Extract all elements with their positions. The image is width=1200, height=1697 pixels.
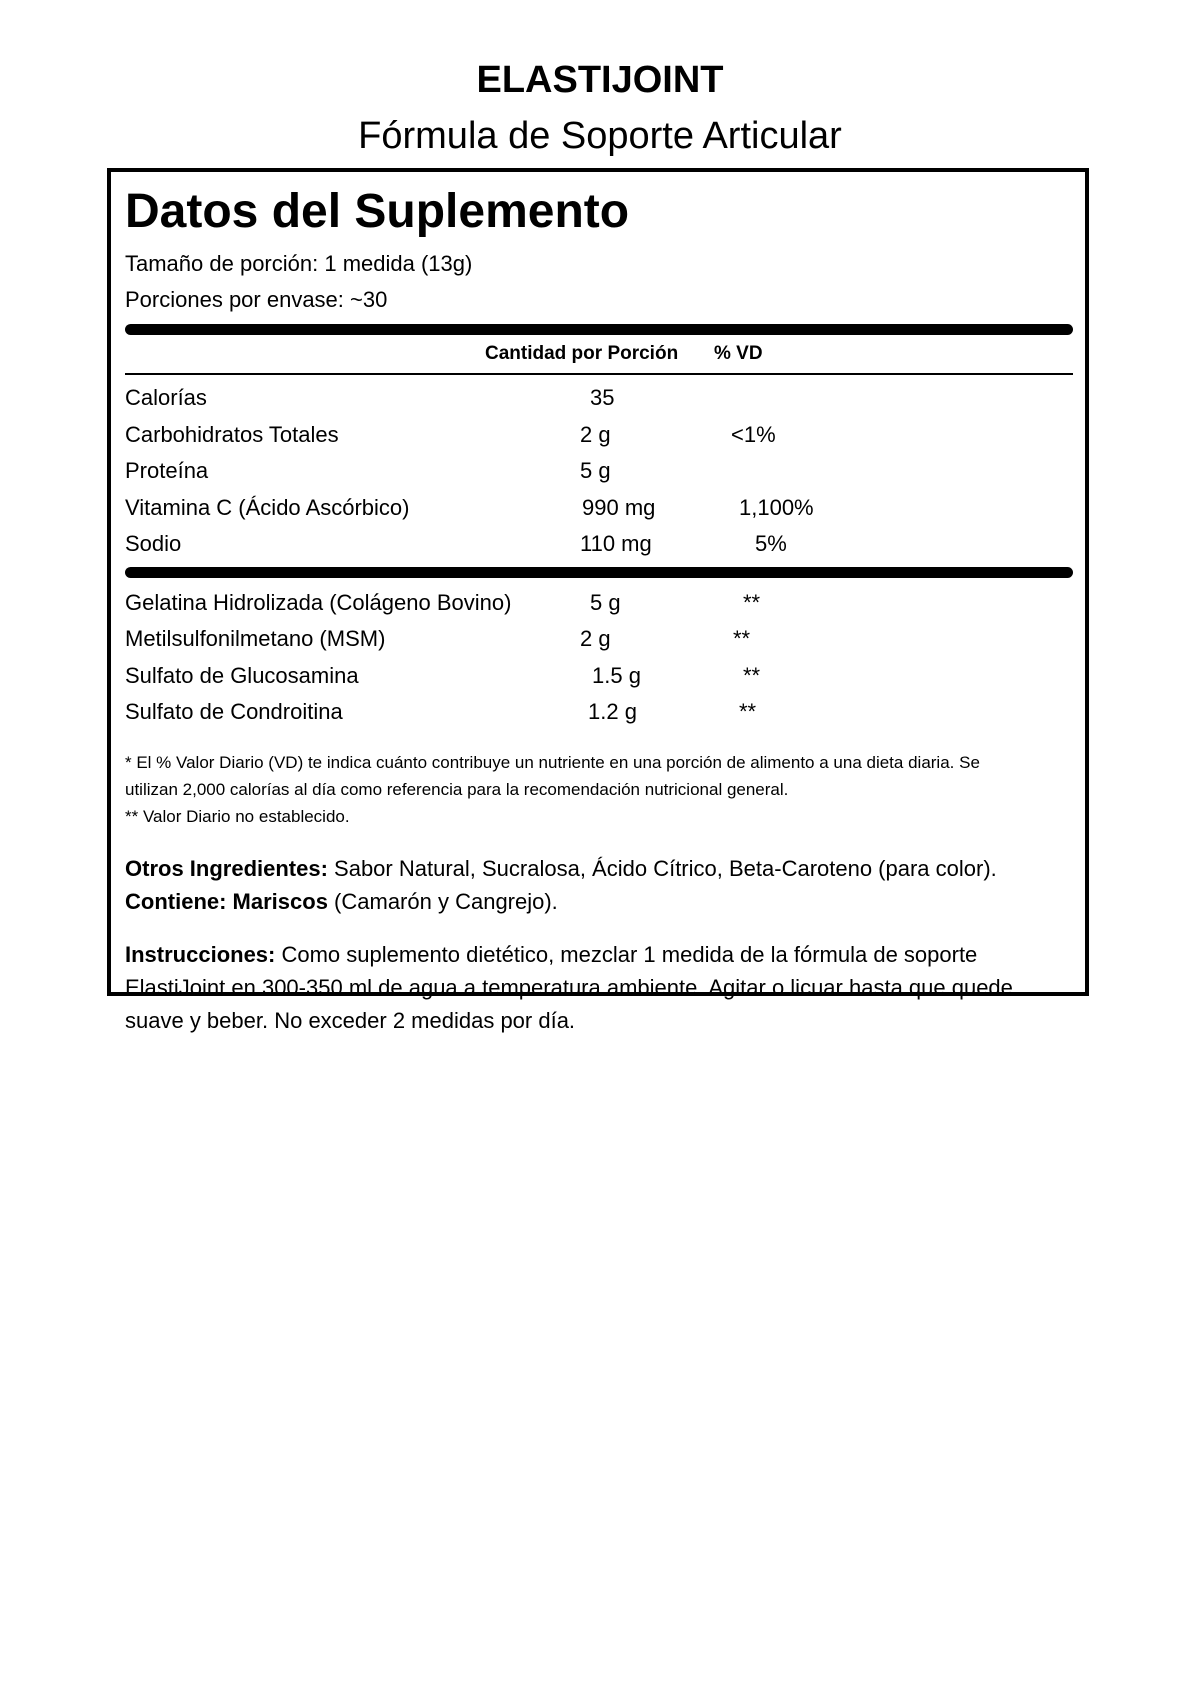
nutrient-name: Calorías bbox=[125, 385, 207, 410]
table-row bbox=[125, 583, 1073, 620]
panel-title: Datos del Suplemento bbox=[125, 185, 630, 238]
table-row bbox=[125, 656, 1073, 693]
instructions-text: Como suplemento dietético, mezclar 1 medida de la fórmula de soporte bbox=[275, 941, 978, 967]
other-ingredients-text: Sabor Natural, Sucralosa, Ácido Cítrico, Beta-Caroteno (para color). bbox=[327, 855, 997, 881]
table-row bbox=[125, 619, 1073, 656]
dv-footnote-line: utilizan 2,000 calorías al día como referencia para la recomendación nutricional general. bbox=[125, 779, 789, 799]
instructions-line: ElastiJoint en 300-350 ml de agua a temperatura ambiente. Agitar o licuar hasta que quede bbox=[125, 974, 1013, 1000]
ingredients-section bbox=[125, 852, 1073, 918]
nutrient-amount: 2 g bbox=[580, 626, 611, 651]
nutrient-dv: ** bbox=[743, 589, 761, 615]
servings-per-container: Porciones por envase: ~30 bbox=[125, 287, 388, 312]
thick-divider bbox=[125, 324, 1073, 335]
nutrient-name: Sulfato de Condroitina bbox=[125, 699, 343, 724]
instructions-label: Instrucciones: bbox=[125, 941, 276, 967]
allergen-statement bbox=[125, 885, 1073, 918]
product-subtitle: Fórmula de Soporte Articular bbox=[358, 115, 842, 157]
nutrient-dv: 5% bbox=[755, 531, 787, 556]
nutrient-table bbox=[125, 375, 1073, 561]
nutrient-name: Proteína bbox=[125, 458, 209, 483]
table-row bbox=[125, 524, 1073, 561]
nutrient-amount: 35 bbox=[590, 385, 615, 410]
other-ingredients bbox=[125, 852, 1073, 885]
instructions-line: suave y beber. No exceder 2 medidas por día. bbox=[125, 1007, 576, 1033]
nutrient-dv: 1,100% bbox=[739, 494, 814, 520]
nutrient-amount: 990 mg bbox=[582, 494, 656, 520]
table-row bbox=[125, 415, 1073, 452]
serving-size: Tamaño de porción: 1 medida (13g) bbox=[125, 251, 473, 276]
other-nutrients-table bbox=[125, 578, 1073, 729]
nutrient-name: Sodio bbox=[125, 531, 182, 556]
nutrient-amount: 1.5 g bbox=[592, 662, 641, 688]
nutrient-amount: 5 g bbox=[590, 589, 621, 615]
footnotes bbox=[125, 749, 1073, 830]
label-header bbox=[0, 52, 1200, 164]
other-ingredients-label: Otros Ingredientes: bbox=[125, 855, 328, 881]
dv-column-header: % VD bbox=[714, 343, 763, 364]
instructions-line bbox=[125, 938, 1073, 971]
nutrient-amount: 1.2 g bbox=[588, 699, 637, 724]
thick-divider bbox=[125, 567, 1073, 578]
nutrient-name: Sulfato de Glucosamina bbox=[125, 662, 359, 688]
table-row bbox=[125, 378, 1073, 415]
column-header-row bbox=[125, 335, 1073, 375]
nutrient-name: Carbohidratos Totales bbox=[125, 421, 339, 447]
nutrient-amount: 2 g bbox=[580, 421, 611, 447]
nutrient-dv: <1% bbox=[731, 421, 776, 447]
contains-label: Contiene: Mariscos bbox=[125, 888, 328, 914]
not-established-footnote: ** Valor Diario no establecido. bbox=[125, 806, 350, 826]
contains-text: (Camarón y Cangrejo). bbox=[327, 888, 558, 914]
nutrient-name: Metilsulfonilmetano (MSM) bbox=[125, 626, 386, 651]
nutrient-name: Gelatina Hidrolizada (Colágeno Bovino) bbox=[125, 589, 512, 615]
table-row bbox=[125, 692, 1073, 729]
table-row bbox=[125, 451, 1073, 488]
nutrient-name: Vitamina C (Ácido Ascórbico) bbox=[125, 494, 410, 520]
amount-column-header: Cantidad por Porción bbox=[485, 343, 679, 364]
nutrient-amount: 5 g bbox=[580, 458, 611, 483]
nutrient-amount: 110 mg bbox=[580, 531, 652, 556]
nutrient-dv: ** bbox=[733, 626, 751, 651]
nutrient-dv: ** bbox=[743, 662, 761, 688]
instructions-section bbox=[125, 938, 1073, 1037]
dv-footnote-line: * El % Valor Diario (VD) te indica cuánto contribuye un nutriente en una porción de alimento a una dieta diaria. Se bbox=[125, 752, 980, 772]
supplement-facts-panel bbox=[107, 168, 1089, 1033]
product-name: ELASTIJOINT bbox=[476, 59, 724, 101]
nutrient-dv: ** bbox=[739, 699, 757, 724]
table-row bbox=[125, 488, 1073, 525]
